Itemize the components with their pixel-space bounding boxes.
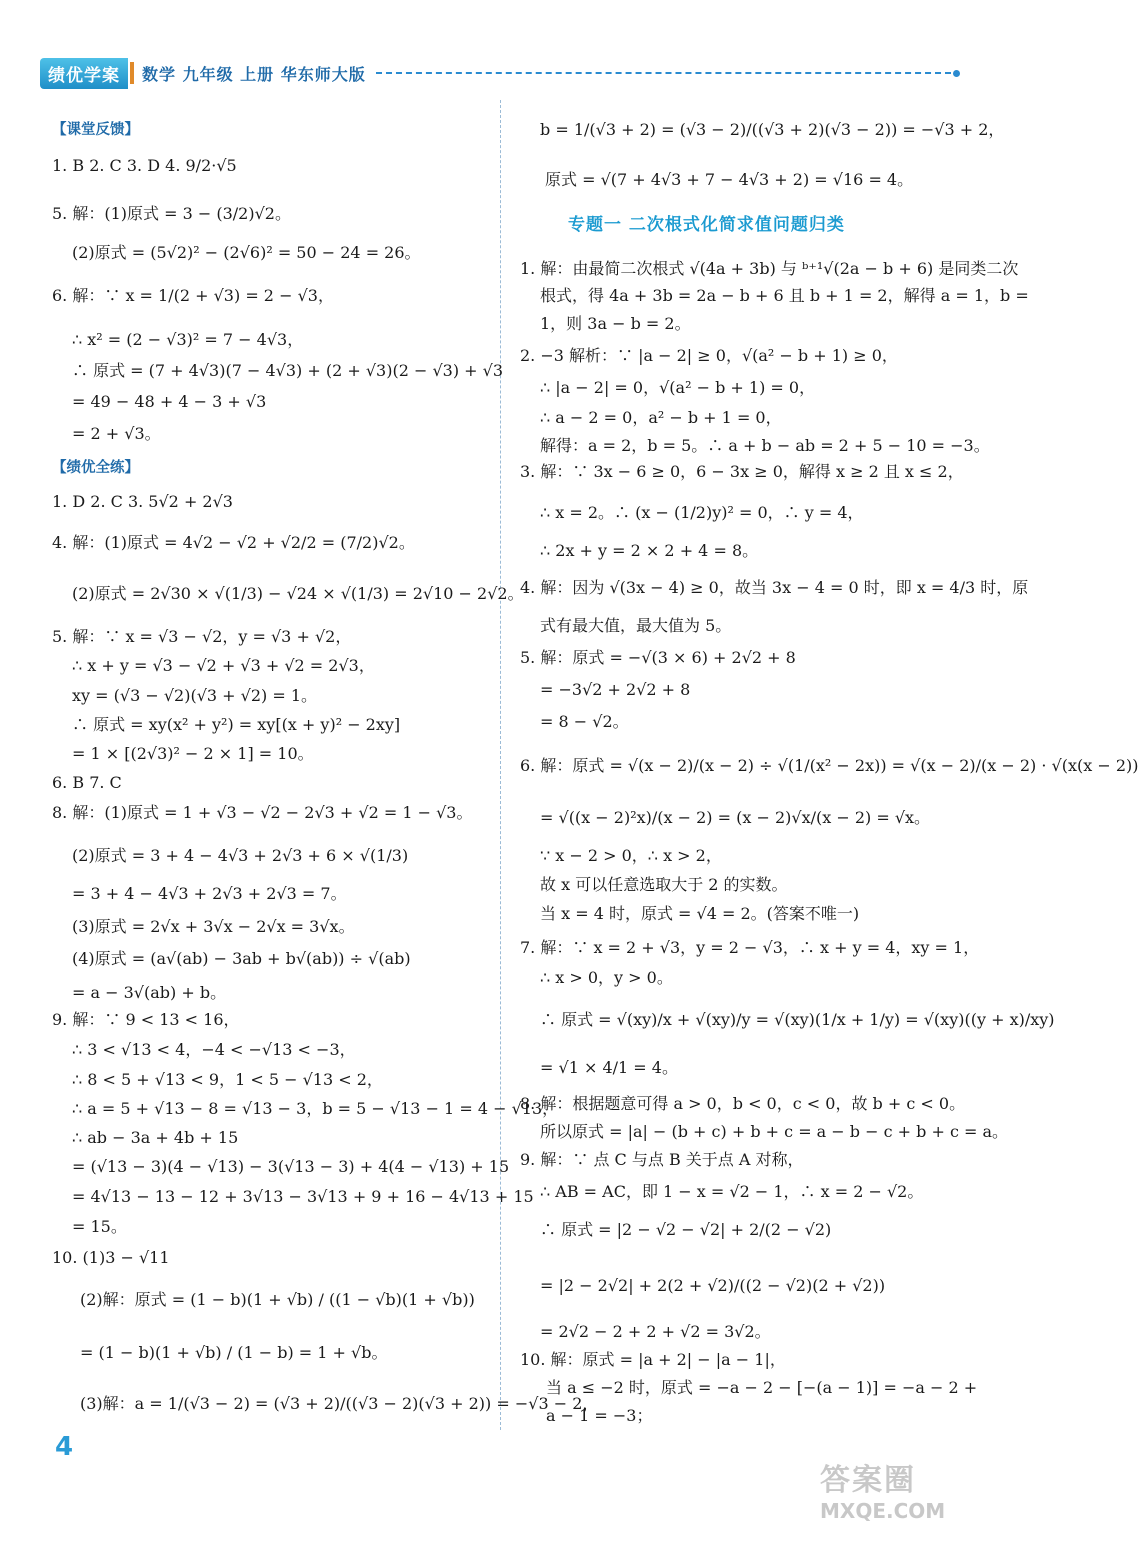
answer-line: 1. B 2. C 3. D 4. 9/2·√5 [52,156,237,175]
answer-line: a − 1 = −3； [546,1406,653,1425]
answer-line: 5. 解：(1)原式 = 3 − (3/2)√2。 [52,204,291,223]
answer-line: 故 x 可以任意选取大于 2 的实数。 [540,875,788,894]
page-header [40,58,960,88]
answer-line: = 2√2 − 2 + 2 + √2 = 3√2。 [540,1322,771,1341]
answer-line: ∴ 原式 = |2 − √2 − √2| + 2/(2 − √2) [540,1220,832,1239]
answer-line: (3)原式 = 2√x + 3√x − 2√x = 3√x。 [72,917,355,936]
answer-line: ∴ x = 2。∴ (x − (1/2)y)² = 0，∴ y = 4， [540,503,864,522]
answer-line: 7. 解：∵ x = 2 + √3，y = 2 − √3，∴ x + y = 4，xy = 1， [520,938,980,957]
answer-line: 10. 解：原式 = |a + 2| − |a − 1|， [520,1350,786,1369]
answer-line: 1. 解：由最简二次根式 √(4a + 3b) 与 ᵇ⁺¹√(2a − b + 6) 是同类二次 [520,259,1019,278]
answer-line: ∴ 原式 = xy(x² + y²) = xy[(x + y)² − 2xy] [72,715,401,734]
answer-line: = (1 − b)(1 + √b) / (1 − b) = 1 + √b。 [80,1343,388,1362]
page-number: 4 [55,1432,74,1462]
answer-line: 根式，得 4a + 3b = 2a − b + 6 且 b + 1 = 2，解得 a = 1，b = [540,286,1029,305]
header-dot-icon [953,70,960,77]
answer-line: ∴ x > 0，y > 0。 [540,968,673,987]
watermark-logo-text: 答案圈 [820,1463,916,1498]
answer-line: = (√13 − 3)(4 − √13) − 3(√13 − 3) + 4(4 − √13) + 15 [72,1157,510,1176]
section-practice-heading: 【绩优全练】 [52,460,139,476]
answer-line: = √((x − 2)²x)/(x − 2) = (x − 2)√x/(x − 2) = √x。 [540,808,931,827]
answer-line: = 4√13 − 13 − 12 + 3√13 − 3√13 + 9 + 16 − 4√13 + 15 [72,1187,534,1206]
answer-line: ∵ x − 2 > 0，∴ x > 2， [540,846,722,865]
answer-line: ∴ 8 < 5 + √13 < 9，1 < 5 − √13 < 2， [72,1070,383,1089]
book-info: 数学 九年级 上册 华东师大版 [142,64,366,84]
brand-separator [130,62,134,84]
answer-line: b = 1/(√3 + 2) = (√3 − 2)/((√3 + 2)(√3 − 2)) = −√3 + 2， [540,120,1005,139]
answer-line: ∴ 原式 = (7 + 4√3)(7 − 4√3) + (2 + √3)(2 − √3) + √3 [72,361,504,380]
answer-line: 1，则 3a − b = 2。 [540,314,691,333]
section-feedback-heading: 【课堂反馈】 [52,122,139,138]
answer-line: 3. 解：∵ 3x − 6 ≥ 0，6 − 3x ≥ 0，解得 x ≥ 2 且 x ≤ 2， [520,462,964,481]
answer-line: ∴ a = 5 + √13 − 8 = √13 − 3，b = 5 − √13 − 1 = 4 − √13， [72,1099,559,1118]
answer-line: 9. 解：∵ 点 C 与点 B 关于点 A 对称， [520,1150,804,1169]
answer-line: (4)原式 = (a√(ab) − 3ab + b√(ab)) ÷ √(ab) [72,949,411,968]
answer-line: (2)原式 = (5√2)² − (2√6)² = 50 − 24 = 26。 [72,243,421,262]
answer-line: 所以原式 = |a| − (b + c) + b + c = a − b − c + b + c = a。 [540,1122,1009,1141]
answer-line: 10. (1)3 − √11 [52,1248,170,1267]
answer-line: 解得：a = 2，b = 5。∴ a + b − ab = 2 + 5 − 10 = −3。 [540,436,990,455]
answer-line: (2)原式 = 2√30 × √(1/3) − √24 × √(1/3) = 2√10 − 2√2。 [72,584,524,603]
answer-line: = |2 − 2√2| + 2(2 + √2)/((2 − √2)(2 + √2)) [540,1276,886,1295]
answer-line: 式有最大值，最大值为 5。 [540,616,732,635]
answer-line: 1. D 2. C 3. 5√2 + 2√3 [52,492,233,511]
answer-line: 8. 解：根据题意可得 a > 0，b < 0，c < 0，故 b + c < 0。 [520,1094,966,1113]
header-dashed-rule [376,72,951,74]
answer-line: 5. 解：∵ x = √3 − √2，y = √3 + √2， [52,627,352,646]
answer-line: = a − 3√(ab) + b。 [72,983,227,1002]
answer-line: = √1 × 4/1 = 4。 [540,1058,678,1077]
answer-line: ∴ |a − 2| = 0，√(a² − b + 1) = 0， [540,378,816,397]
answer-line: = 2 + √3。 [72,424,161,443]
answer-line: 5. 解：原式 = −√(3 × 6) + 2√2 + 8 [520,648,796,667]
answer-line: ∴ 2x + y = 2 × 2 + 4 = 8。 [540,541,759,560]
topic-title: 专题一 二次根式化简求值问题归类 [568,215,845,235]
answer-line: ∴ a − 2 = 0，a² − b + 1 = 0， [540,408,782,427]
answer-line: 4. 解：因为 √(3x − 4) ≥ 0，故当 3x − 4 = 0 时，即 x = 4/3 时，原 [520,578,1029,597]
answer-line: = 15。 [72,1217,127,1236]
brand-logo: 绩优学案 [40,58,128,89]
answer-line: = 3 + 4 − 4√3 + 2√3 + 2√3 = 7。 [72,884,347,903]
answer-line: 4. 解：(1)原式 = 4√2 − √2 + √2/2 = (7/2)√2。 [52,533,415,552]
answer-line: 当 x = 4 时，原式 = √4 = 2。(答案不唯一) [540,904,860,923]
column-divider [500,100,501,1430]
answer-line: ∴ x + y = √3 − √2 + √3 + √2 = 2√3， [72,656,375,675]
answer-line: 原式 = √(7 + 4√3 + 7 − 4√3 + 2) = √16 = 4。 [545,170,914,189]
watermark-url: MXQE.COM [820,1499,946,1523]
answer-line: 2. −3 解析：∵ |a − 2| ≥ 0，√(a² − b + 1) ≥ 0， [520,346,898,365]
answer-line: 9. 解：∵ 9 < 13 < 16， [52,1010,240,1029]
answer-line: = 1 × [(2√3)² − 2 × 1] = 10。 [72,744,314,763]
answer-line: = 8 − √2。 [540,712,629,731]
answer-line: 8. 解：(1)原式 = 1 + √3 − √2 − 2√3 + √2 = 1 − √3。 [52,803,473,822]
answer-line: (2)原式 = 3 + 4 − 4√3 + 2√3 + 6 × √(1/3) [72,846,409,865]
answer-line: ∴ ab − 3a + 4b + 15 [72,1128,239,1147]
answer-line: ∴ x² = (2 − √3)² = 7 − 4√3， [72,330,304,349]
answer-line: = 49 − 48 + 4 − 3 + √3 [72,392,267,411]
answer-line: 6. 解：∵ x = 1/(2 + √3) = 2 − √3， [52,286,334,305]
answer-line: ∴ 3 < √13 < 4，−4 < −√13 < −3， [72,1040,356,1059]
answer-line: (2)解：原式 = (1 − b)(1 + √b) / ((1 − √b)(1 + √b)) [80,1290,475,1309]
answer-line: ∴ AB = AC，即 1 − x = √2 − 1，∴ x = 2 − √2。 [540,1182,924,1201]
answer-line: 当 a ≤ −2 时，原式 = −a − 2 − [−(a − 1)] = −a − 2 + [546,1378,978,1397]
watermark [820,1455,980,1535]
answer-line: xy = (√3 − √2)(√3 + √2) = 1。 [72,686,318,705]
answer-line: 6. 解：原式 = √(x − 2)/(x − 2) ÷ √(1/(x² − 2x)) = √(x − 2)/(x − 2) · √(x(x − 2)) [520,756,1139,775]
answer-line: ∴ 原式 = √(xy)/x + √(xy)/y = √(xy)(1/x + 1/y) = √(xy)((y + x)/xy) [540,1010,1055,1029]
answer-line: = −3√2 + 2√2 + 8 [540,680,691,699]
answer-line: (3)解：a = 1/(√3 − 2) = (√3 + 2)/((√3 − 2)(√3 + 2)) = −√3 − 2， [80,1394,599,1413]
answer-line: 6. B 7. C [52,773,122,792]
